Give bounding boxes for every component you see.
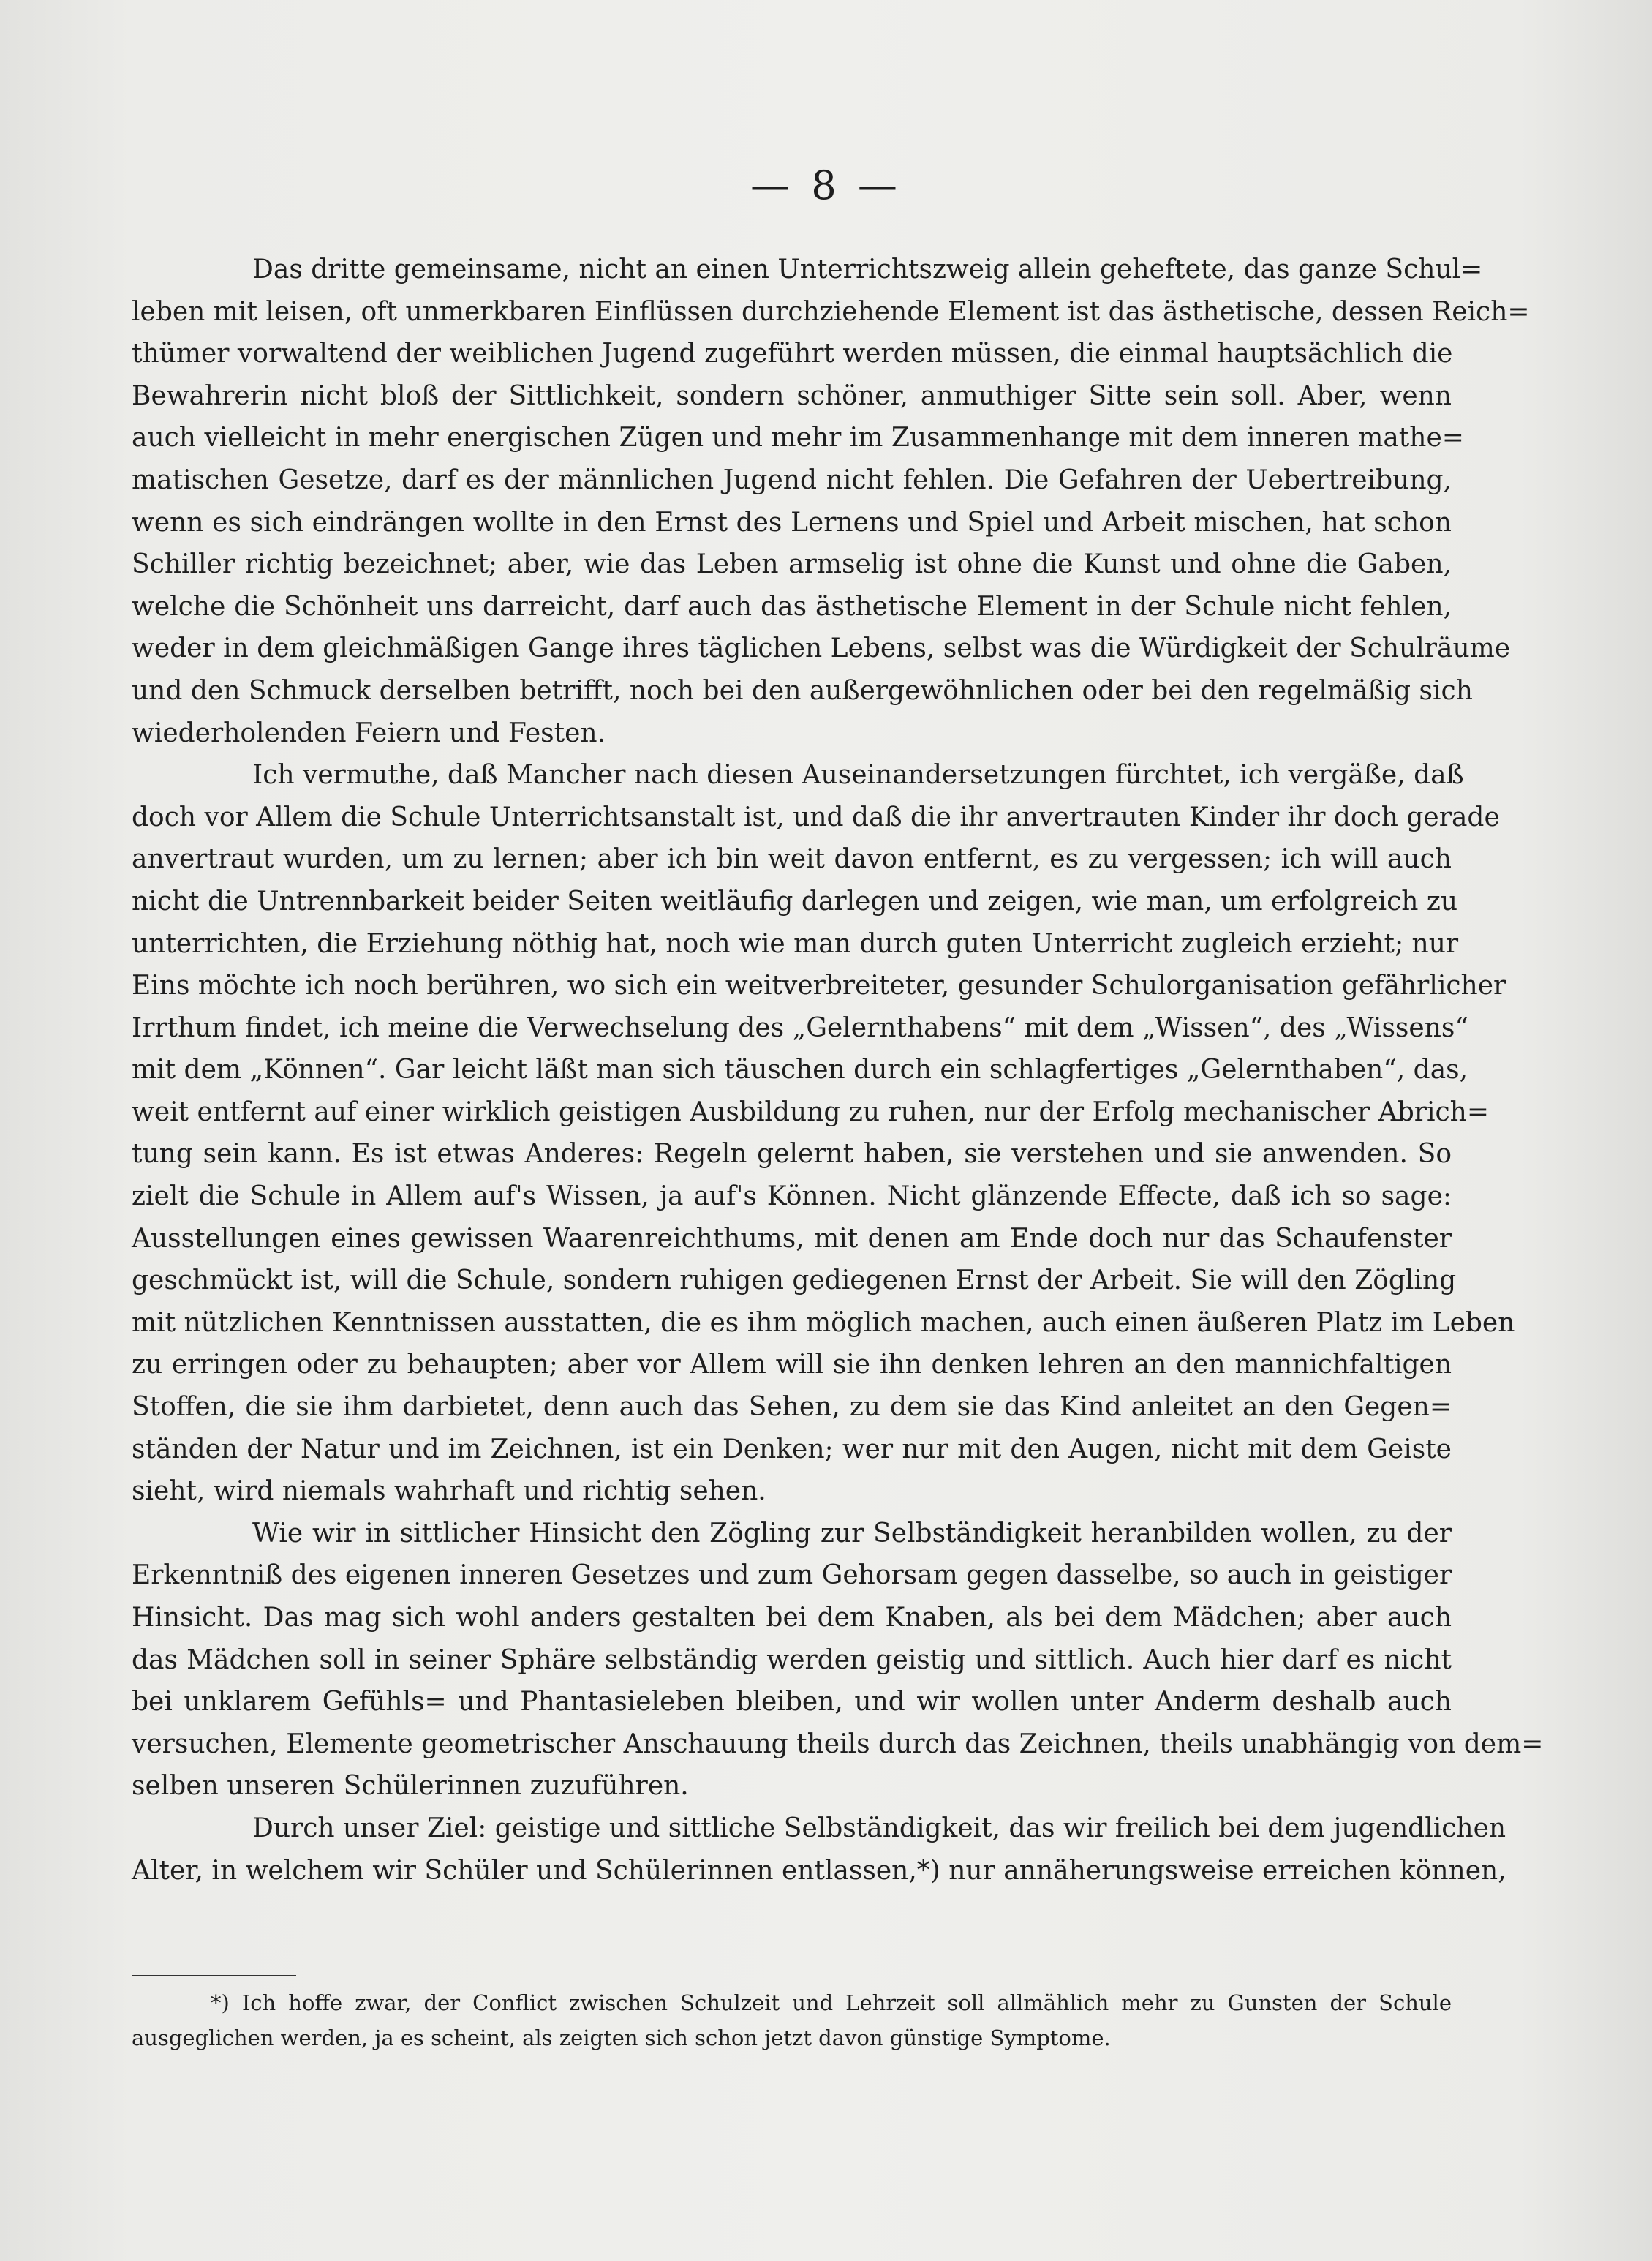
text-line: zu erringen oder zu behaupten; aber vor Allem will sie ihn denken lehren an den mannichfaltigen [132, 1350, 1452, 1380]
text-line: zielt die Schule in Allem auf's Wissen, ja auf's Können. Nicht glänzende Effecte, daß ich so sage: [132, 1181, 1452, 1212]
text-line: Wie wir in sittlicher Hinsicht den Zögling zur Selbständigkeit heranbilden wollen, zu der [252, 1518, 1452, 1549]
text-line: Eins möchte ich noch berühren, wo sich ein weitverbreiteter, gesunder Schulorganisation gefährlicher [132, 971, 1506, 1001]
body-text [132, 249, 1544, 1892]
text-line: mit nützlichen Kenntnissen ausstatten, die es ihm möglich machen, auch einen äußeren Platz im Leben [132, 1307, 1515, 1338]
paragraph [132, 1513, 1544, 1807]
text-line: mit dem „Können“. Gar leicht läßt man sich täuschen durch ein schlagfertiges „Gelernthaben“, das, [132, 1055, 1468, 1086]
text-line: und den Schmuck derselben betrifft, noch bei den außergewöhnlichen oder bei den regelmäßig sich [132, 675, 1473, 706]
text-line: Alter, in welchem wir Schüler und Schülerinnen entlassen,*) nur annäherungsweise erreichen können, [132, 1855, 1506, 1886]
text-line: Ich vermuthe, daß Mancher nach diesen Auseinandersetzungen fürchtet, ich vergäße, daß [252, 760, 1464, 791]
text-line: geschmückt ist, will die Schule, sondern ruhigen gediegenen Ernst der Arbeit. Sie will den Zögling [132, 1265, 1457, 1296]
text-line: welche die Schönheit uns darreicht, darf auch das ästhetische Element in der Schule nicht fehlen, [132, 591, 1452, 622]
text-line: selben unseren Schülerinnen zuzuführen. [132, 1771, 689, 1802]
text-line: bei unklarem Gefühls= und Phantasieleben bleiben, und wir wollen unter Anderm deshalb auch [132, 1687, 1452, 1718]
footnote-line: *) Ich hoffe zwar, der Conflict zwischen Schulzeit und Lehrzeit soll allmählich mehr zu Gunsten der Schule [211, 1990, 1452, 2015]
text-line: Ausstellungen eines gewissen Waarenreichthums, mit denen am Ende doch nur das Schaufenster [132, 1223, 1452, 1254]
text-line: Durch unser Ziel: geistige und sittliche Selbständigkeit, das wir freilich bei dem jugendlichen [252, 1813, 1506, 1843]
text-line: versuchen, Elemente geometrischer Anschauung theils durch das Zeichnen, theils unabhängig von dem= [132, 1728, 1544, 1759]
text-line: wenn es sich eindrängen wollte in den Ernst des Lernens und Spiel und Arbeit mischen, hat schon [132, 507, 1452, 538]
paragraph [132, 1807, 1506, 1892]
text-line: sieht, wird niemals wahrhaft und richtig sehen. [132, 1476, 766, 1507]
text-line: Erkenntniß des eigenen inneren Gesetzes und zum Gehorsam gegen dasselbe, so auch in geistiger [132, 1560, 1452, 1591]
text-line: Bewahrerin nicht bloß der Sittlichkeit, sondern schöner, anmuthiger Sitte sein soll. Aber, wenn [132, 380, 1452, 411]
text-line: weder in dem gleichmäßigen Gange ihres täglichen Lebens, selbst was die Würdigkeit der Schulräume [132, 633, 1511, 664]
text-line: matischen Gesetze, darf es der männlichen Jugend nicht fehlen. Die Gefahren der Uebertreibung, [132, 464, 1452, 495]
text-line: anvertraut wurden, um zu lernen; aber ich bin weit davon entfernt, es zu vergessen; ich will auch [132, 844, 1452, 875]
paragraph [132, 249, 1530, 754]
text-line: wiederholenden Feiern und Festen. [132, 718, 606, 748]
footnote-separator [132, 1975, 296, 1976]
text-line: das Mädchen soll in seiner Sphäre selbständig werden geistig und sittlich. Auch hier darf es nicht [132, 1644, 1452, 1675]
text-line: weit entfernt auf einer wirklich geistigen Ausbildung zu ruhen, nur der Erfolg mechanischer Abrich= [132, 1096, 1489, 1127]
footnote [132, 1985, 1452, 2055]
text-line: Das dritte gemeinsame, nicht an einen Unterrichtszweig allein geheftete, das ganze Schul= [252, 255, 1483, 285]
page-number: — 8 — [750, 162, 902, 208]
text-line: leben mit leisen, oft unmerkbaren Einflüssen durchziehende Element ist das ästhetische, dessen Reich= [132, 296, 1530, 327]
text-line: Hinsicht. Das mag sich wohl anders gestalten bei dem Knaben, als bei dem Mädchen; aber auch [132, 1603, 1452, 1633]
text-line: auch vielleicht in mehr energischen Zügen und mehr im Zusammenhange mit dem inneren mathe= [132, 423, 1464, 454]
paragraph [132, 754, 1515, 1513]
text-line: Schiller richtig bezeichnet; aber, wie das Leben armselig ist ohne die Kunst und ohne die Gaben, [132, 549, 1452, 580]
text-line: Irrthum findet, ich meine die Verwechselung des „Gelernthabens“ mit dem „Wissen“, des „Wissens“ [132, 1012, 1468, 1043]
text-line: thümer vorwaltend der weiblichen Jugend zugeführt werden müssen, die einmal hauptsächlich die [132, 339, 1453, 369]
text-line: ständen der Natur und im Zeichnen, ist ein Denken; wer nur mit den Augen, nicht mit dem Geiste [132, 1434, 1452, 1464]
text-line: doch vor Allem die Schule Unterrichtsanstalt ist, und daß die ihr anvertrauten Kinder ihr doch gerade [132, 802, 1500, 832]
text-line: nicht die Untrennbarkeit beider Seiten weitläufig darlegen und zeigen, wie man, um erfolgreich zu [132, 886, 1458, 917]
text-line: tung sein kann. Es ist etwas Anderes: Regeln gelernt haben, sie verstehen und sie anwenden. So [132, 1139, 1452, 1170]
text-line: unterrichten, die Erziehung nöthig hat, noch wie man durch guten Unterricht zugleich erzieht; nur [132, 928, 1459, 959]
footnote-line: ausgeglichen werden, ja es scheint, als zeigten sich schon jetzt davon günstige Symptome. [132, 2025, 1111, 2050]
text-line: Stoffen, die sie ihm darbietet, denn auch das Sehen, zu dem sie das Kind anleitet an den Gegen= [132, 1392, 1452, 1423]
